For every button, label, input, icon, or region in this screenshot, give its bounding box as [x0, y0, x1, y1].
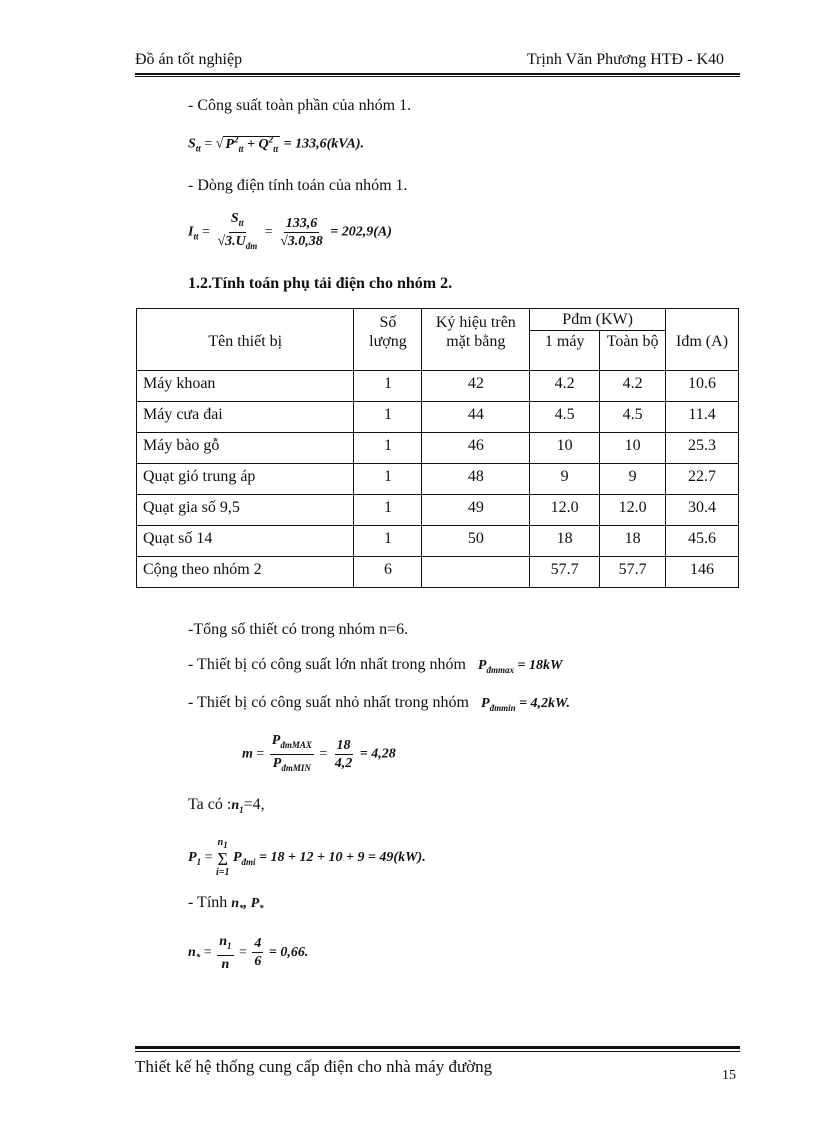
formula-apparent-power: $S_{tt}$ = √ $P^2_{tt} + Q^2_{tt} = 133,6(kVA)$.	[188, 134, 365, 154]
footer-title: Thiết kế hệ thống cung cấp điện cho nhà máy đường	[135, 1057, 493, 1076]
header-title: Đồ án tốt nghiệp	[135, 51, 243, 68]
footer-rule-thin	[135, 1051, 740, 1052]
formula-m-ratio: m = $\frac{P_{đmMAX}}{P_{đmMIN}}$ = $\frac{18}{4,2}$ = 4,28	[242, 733, 396, 773]
text-device-count: -Tổng số thiết có trong nhóm n=6.	[188, 621, 409, 638]
header-symbol: Ký hiệu trên mặt bằng	[422, 309, 530, 371]
table-total-row: Cộng theo nhóm 2 6 57.7 57.7 146	[137, 557, 739, 588]
section-title: 1.2.Tính toán phụ tải điện cho nhóm 2.	[188, 275, 453, 292]
equipment-table	[136, 308, 739, 588]
table-row: Quạt số 14 1 50 18 18 45.6	[137, 526, 739, 557]
header-name: Tên thiết bị	[137, 309, 354, 371]
text-min-power: - Thiết bị có công suất nhỏ nhất trong nhóm $P_{đmmin} = 4,2kW$.	[188, 694, 570, 713]
text-compute: - Tính $n_*$, $P_*$	[188, 894, 264, 913]
header-power-all: Toàn bộ	[600, 331, 666, 371]
header-author: Trịnh Văn Phương HTĐ - K40	[526, 51, 724, 68]
header-current: Iđm (A)	[666, 309, 739, 371]
header-qty: Số lượng	[354, 309, 422, 371]
table-row: Quạt gia số 9,5 1 49 12.0 12.0 30.4	[137, 495, 739, 526]
formula-p1: $P_1$ = $n_1$ Σ i=1 $P_{đmi} = 18 + 12 + 10 + 9 = 49(kW)$.	[188, 837, 426, 878]
header-power: Pđm (KW)	[530, 309, 666, 331]
text-ta-co: Ta có $:n_1=4$,	[188, 796, 265, 815]
table-row: Máy bào gỗ 1 46 10 10 25.3	[137, 433, 739, 464]
header-power-one: 1 máy	[530, 331, 600, 371]
footer-rule	[135, 1046, 740, 1049]
table-row: Máy cưa đai 1 44 4.5 4.5 11.4	[137, 402, 739, 433]
header-rule	[135, 73, 740, 75]
header-rule-thin	[135, 76, 740, 77]
text-apparent-power: - Công suất toàn phần của nhóm 1.	[188, 97, 412, 114]
page-number: 15	[722, 1068, 736, 1083]
table-row: Quạt gió trung áp 1 48 9 9 22.7	[137, 464, 739, 495]
formula-current: $I_{tt}$ = $\frac{S_{tt}}{√3.U_{đm}}$ = $\frac{133,6}{√3.0,38}$ = 202,9(A)	[188, 211, 392, 251]
table-row: Máy khoan 1 42 4.2 4.2 10.6	[137, 371, 739, 402]
text-max-power: - Thiết bị có công suất lớn nhất trong nhóm $P_{đmmax} = 18kW$	[188, 656, 563, 675]
table-header-row	[137, 309, 739, 331]
formula-n-ratio: $n_*$ = $\frac{n_1}{n}$ = $\frac{4}{6}$ = 0,66.	[188, 934, 309, 972]
text-current: - Dòng điện tính toán của nhóm 1.	[188, 177, 408, 194]
